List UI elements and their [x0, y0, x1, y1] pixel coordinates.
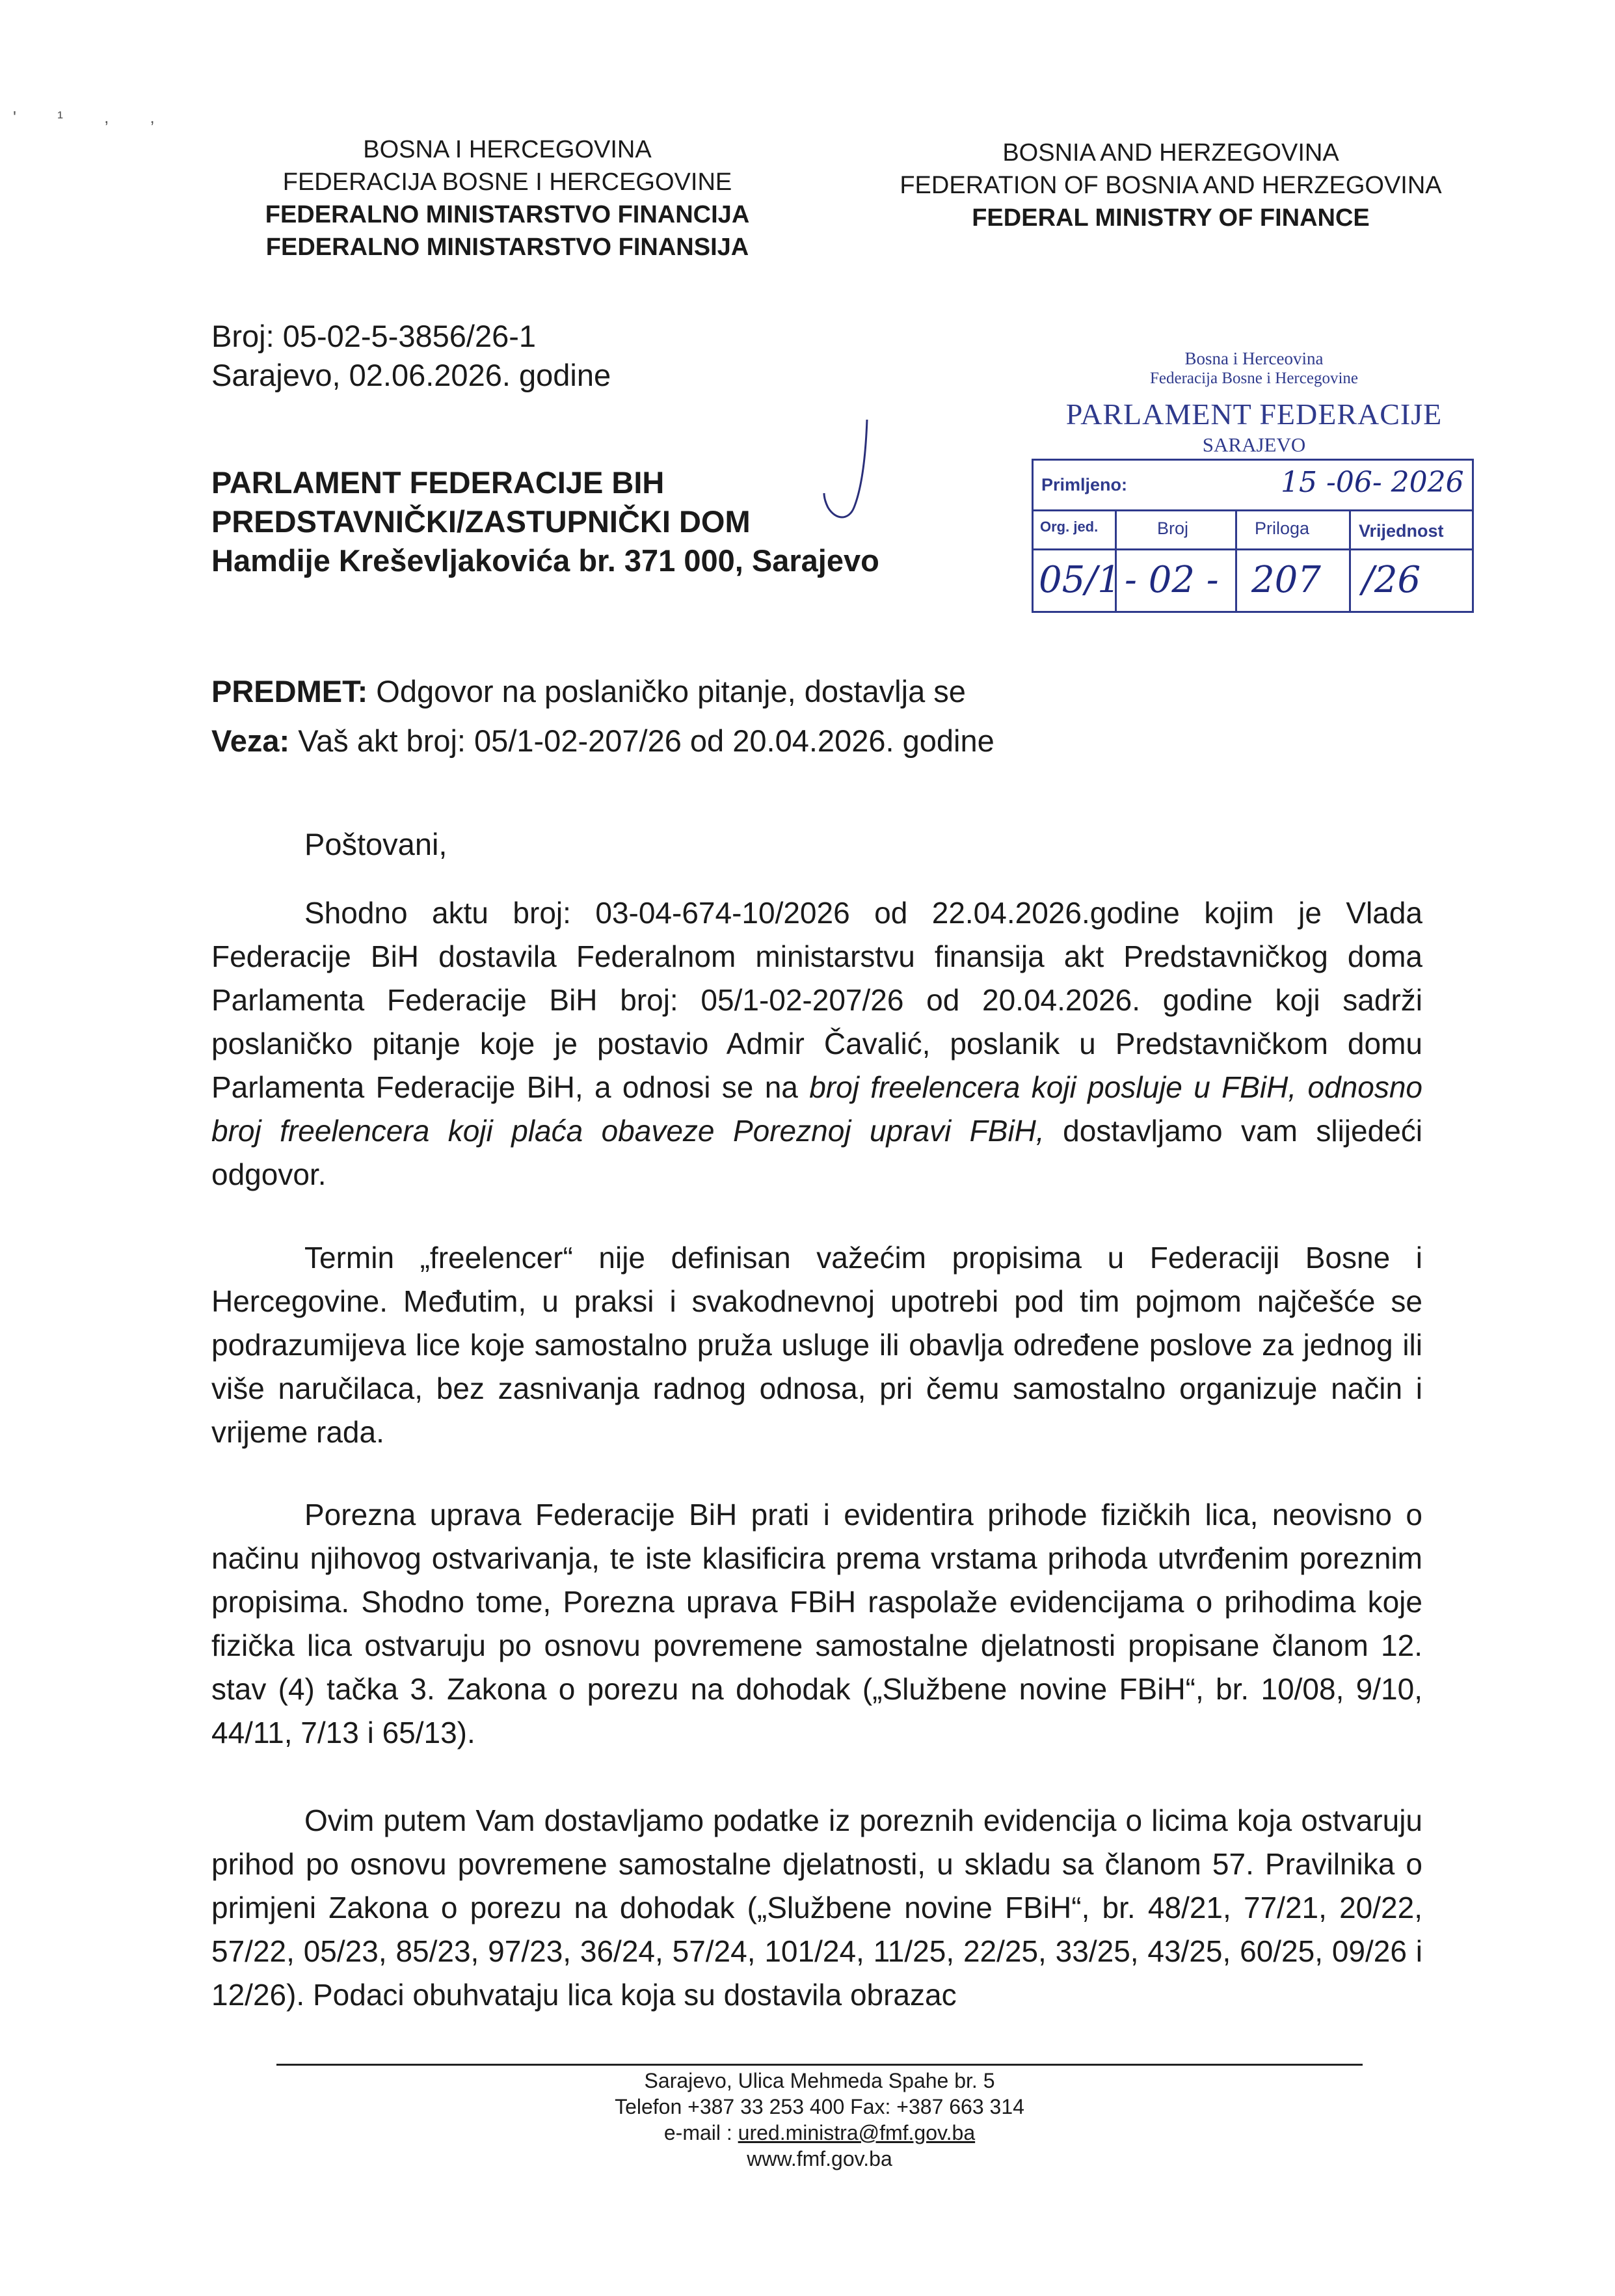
body-paragraph-4-text: Ovim putem Vam dostavljamo podatke iz poreznih evidencija o licima koja ostvaruju prihod po osnovu povremene samostalne djelatnosti, u skladu sa članom 57. Pravilnika o primjeni Zakona o porezu na dohodak („Službene novine FBiH“, br. 48/21, 77/21, 20/22, 57/22, 05/23, 85/23, 97/23, 36/24, 57/24, 101/24, 11/25, 22/25, 33/25, 43/25, 60/25, 09/26 i 12/26). Podaci obuhvataju lica koja su dostavila obrazac: [211, 1803, 1422, 2012]
recipient-line-2: PREDSTAVNIČKI/ZASTUPNIČKI DOM: [211, 504, 751, 539]
stamp-value-vrijednost: /26: [1362, 559, 1421, 601]
body-paragraph-2-text: Termin „freelencer“ nije definisan važećim propisima u Federaciji Bosne i Hercegovine. Međutim, u praksi i svakodnevnoj upotrebi pod tim pojmom najčešće se podrazumijeva lice koje samostalno pruža usluge ili obavlja određene poslove za jednog ili više naručilaca, bez zasnivanja radnog odnosa, pri čemu samostalno organizuje način i vrijeme rada.: [211, 1241, 1422, 1449]
body-paragraph-4: [211, 1799, 1422, 2017]
stamp-row-values: [1034, 548, 1472, 613]
letterhead-left-line-3: FEDERALNO MINISTARSTVO FINANCIJA: [265, 201, 750, 228]
stamp-col-vrijednost: Vrijednost: [1359, 521, 1444, 541]
body-paragraph-1-emphasis: broj freelencera koji posluje u FBiH, odnosno broj freelencera koji plaća obaveze Poreznoj upravi FBiH,: [211, 1070, 1422, 1148]
reference-text: Vaš akt broj: 05/1-02-207/26 od 20.04.2026. godine: [289, 723, 994, 758]
stamp-value-org: 05/1: [1039, 559, 1121, 601]
stamp-received-date: 15 -06- 2026: [1281, 466, 1464, 499]
body-paragraph-2: [211, 1236, 1422, 1454]
stamp-line-2: Federacija Bosne i Hercegovine: [1149, 370, 1358, 387]
stamp-col-org: Org. jed.: [1040, 519, 1099, 535]
stamp-col-broj: Broj: [1157, 519, 1189, 538]
stamp-col-priloga: Priloga: [1255, 519, 1310, 538]
footer-address: Sarajevo, Ulica Mehmeda Spahe br. 5: [644, 2069, 995, 2092]
footer: [276, 2068, 1363, 2172]
footer-website[interactable]: www.fmf.gov.ba: [747, 2147, 892, 2170]
recipient-line-3: Hamdije Kreševljakovića br. 371 000, Sarajevo: [211, 543, 879, 578]
letterhead-left-line-4: FEDERALNO MINISTARSTVO FINANSIJA: [265, 234, 749, 261]
body-paragraph-3-text: Porezna uprava Federacije BiH prati i evidentira prihode fizičkih lica, neovisno o načinu njihovog ostvarivanja, te iste klasificira prema vrstama prihoda utvrđenim poreznim propisima. Shodno tome, Porezna uprava FBiH raspolaže evidencijama o prihodima koje fizička lica ostvaruju po osnovu povremene samostalne djelatnosti propisane članom 12. stav (4) tačka 3. Zakona o porezu na dohodak („Službene novine FBiH“, br. 10/08, 9/10, 44/11, 7/13 i 65/13).: [211, 1498, 1422, 1749]
reference-line: [211, 716, 994, 766]
place-and-date: Sarajevo, 02.06.2026. godine: [211, 358, 611, 392]
letterhead-right-line-3: FEDERAL MINISTRY OF FINANCE: [972, 204, 1370, 232]
stamp-line-3: PARLAMENT FEDERACIJE: [1065, 398, 1443, 431]
body-paragraph-1-end: dostavljamo vam slijedeći odgovor.: [211, 1114, 1422, 1191]
body-paragraph-1: [211, 891, 1422, 1196]
salutation: Poštovani,: [304, 827, 447, 861]
recipient-block: [211, 463, 879, 580]
document-meta: [211, 317, 611, 395]
footer-email-label: e-mail :: [663, 2121, 738, 2144]
recipient-line-1: PARLAMENT FEDERACIJE BIH: [211, 465, 665, 500]
letterhead-right-line-2: FEDERATION OF BOSNIA AND HERZEGOVINA: [900, 172, 1442, 199]
subject-label: PREDMET:: [211, 674, 368, 709]
reference-number: Broj: 05-02-5-3856/26-1: [211, 319, 537, 353]
handwritten-check-mark: [816, 416, 875, 527]
letterhead-left-line-2: FEDERACIJA BOSNE I HERCEGOVINE: [282, 169, 732, 196]
subject-block: [211, 667, 994, 766]
registry-stamp: [1026, 345, 1482, 631]
letterhead-left: [215, 133, 800, 263]
reference-label: Veza:: [211, 723, 290, 758]
stamp-received-label: Primljeno:: [1041, 475, 1128, 494]
subject-line: [211, 667, 994, 716]
footer-email-line: [276, 2120, 1363, 2146]
scan-marks: ' ¹ , ,: [13, 107, 173, 127]
footer-divider: [276, 2064, 1363, 2066]
body-paragraph-1-text: Shodno aktu broj: 03-04-674-10/2026 od 22.04.2026.godine kojim je Vlada Federacije BiH dostavila Federalnom ministarstvu finansija akt Predstavničkog doma Parlamenta Federacije BiH broj: 05/1-02-207/26 od 20.04.2026. godine koji sadrži poslaničko pitanje koje je postavio Admir Čavalić, poslanik u Predstavničkom domu Parlamenta Federacije BiH, a odnosi se na: [211, 896, 1422, 1104]
letterhead-right-line-1: BOSNIA AND HERZEGOVINA: [1002, 139, 1339, 167]
body-paragraph-3: [211, 1493, 1422, 1755]
stamp-box: [1032, 459, 1474, 613]
stamp-row-received: [1034, 461, 1472, 511]
letterhead-left-line-1: BOSNA I HERCEGOVINA: [363, 136, 652, 163]
subject-text: Odgovor na poslaničko pitanje, dostavlja se: [367, 674, 966, 709]
footer-phone: Telefon +387 33 253 400 Fax: +387 663 314: [615, 2095, 1024, 2118]
stamp-value-priloga: 207: [1251, 559, 1321, 601]
stamp-line-1: Bosna i Herceovina: [1184, 349, 1324, 368]
footer-email-link[interactable]: ured.ministra@fmf.gov.ba: [738, 2121, 976, 2144]
stamp-line-4: SARAJEVO: [1202, 433, 1306, 456]
stamp-value-broj: - 02 -: [1125, 559, 1219, 601]
letterhead-right: [846, 137, 1496, 234]
stamp-row-headers: [1034, 509, 1472, 550]
